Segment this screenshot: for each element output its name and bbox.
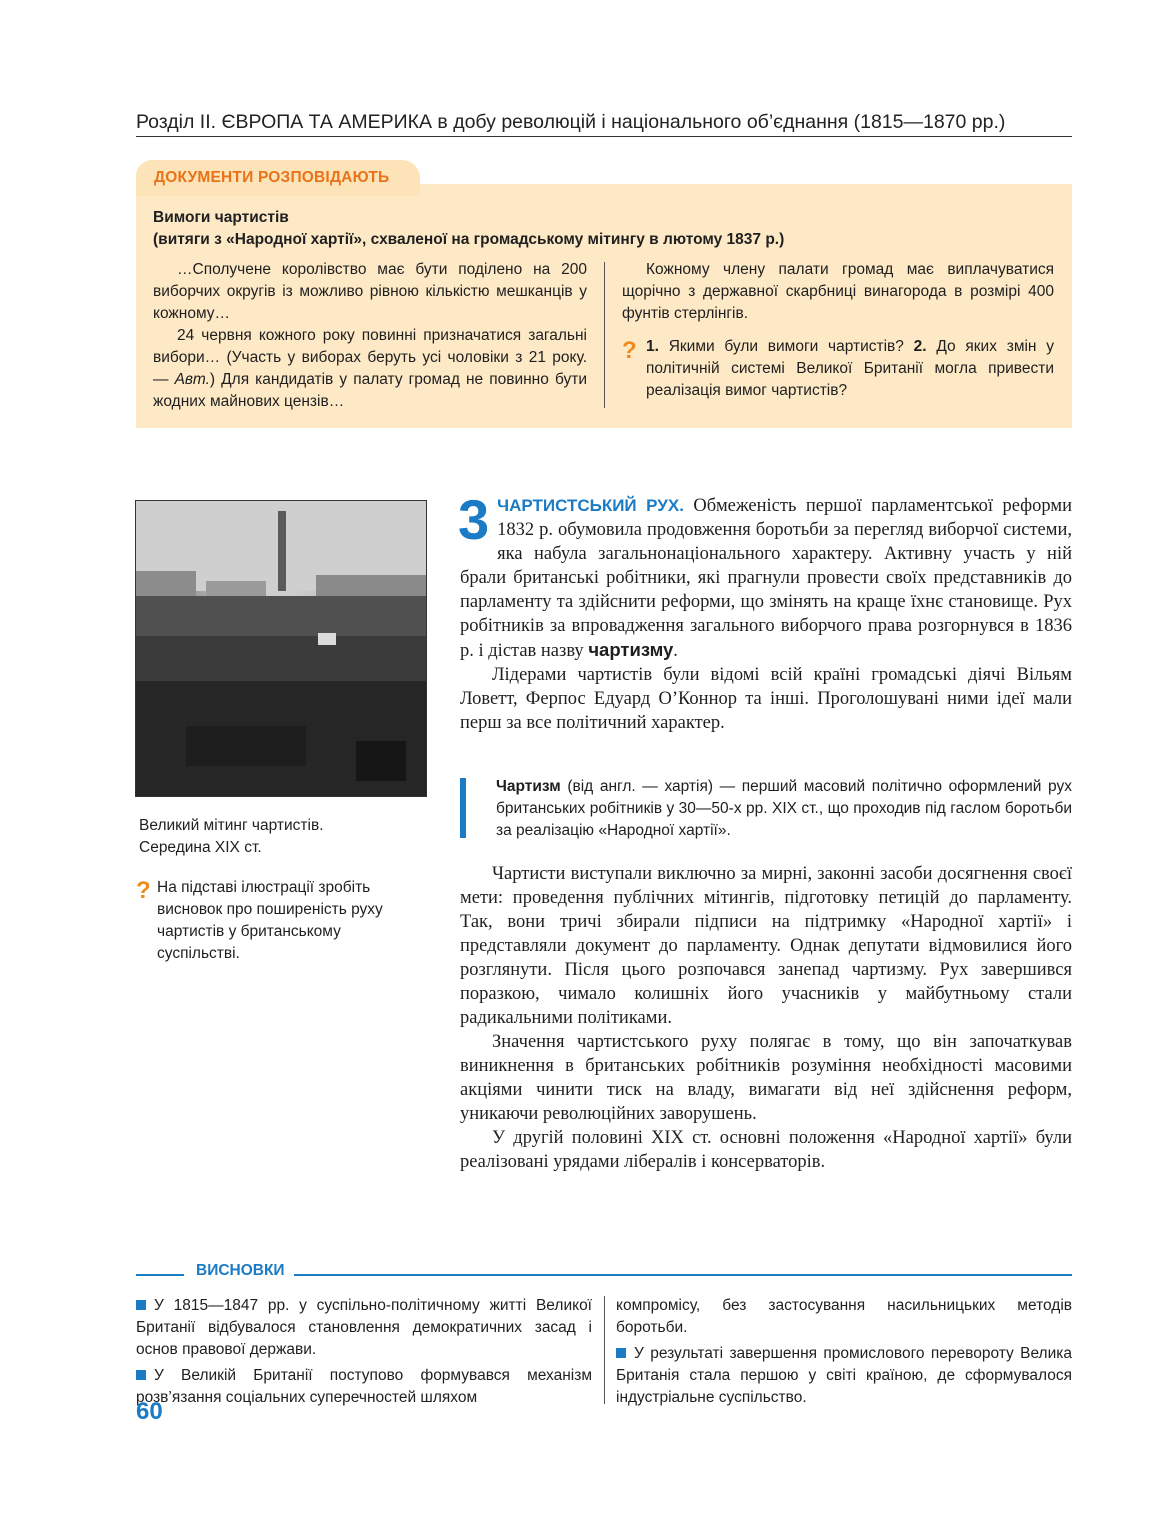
documents-left-p2-abbr: Авт. — [174, 371, 210, 388]
section-paragraph-3: Чартисти виступали виключно за мирні, законні засоби досягнення своєї мети: проведення публічних мітингів, підготовку петицій до парламенту. Так, вони тричі збирали підписи на підтримку «Народної хартії» і представляли документ до парламенту. Однак депутати відмовилися його розглянути. Після цього розпочався занепад чартизму. Рух завершився поразкою, чимало колишніх його учасників у майбутньому стали радикальними політиками. — [460, 864, 1072, 1028]
section-3-body — [458, 488, 1072, 735]
definition-box — [460, 776, 1072, 840]
paragraph-1-end: . — [673, 641, 678, 661]
photo-caption — [139, 815, 419, 859]
documents-questions-text — [646, 336, 1054, 402]
section-number: 3 — [458, 488, 490, 551]
question-2-number: 2. — [913, 338, 927, 355]
definition-body: (від англ. — хартія) — перший масовий політично оформлений рух британських робітників у 30—50-х рр. XIX ст., що проходив під гаслом боротьби за реалізацію «Народної хартії». — [496, 778, 1072, 839]
documents-left-column — [153, 259, 587, 413]
conclusion-item-1 — [136, 1295, 592, 1361]
photo-caption-line2: Середина XIX ст. — [139, 839, 262, 856]
section-paragraph-1 — [458, 488, 1072, 663]
definition-text — [496, 776, 1072, 842]
conclusions-left-column — [136, 1295, 592, 1413]
conclusion-item-2-text: У Великій Британії поступово формувався механізм розв’язання соціальних суперечностей шляхом — [136, 1367, 592, 1406]
term-chartism: чартизму — [588, 639, 674, 660]
conclusion-item-2 — [136, 1365, 592, 1409]
conclusions-column-divider — [604, 1296, 605, 1404]
question-1-number: 1. — [646, 338, 659, 355]
conclusions-rule-right — [294, 1274, 1072, 1276]
page-number: 60 — [136, 1398, 163, 1425]
section-heading: ЧАРТИСТСЬКИЙ РУХ. — [497, 496, 684, 515]
documents-left-paragraph-1: …Сполучене королівство має бути поділено на 200 виборчих округів із можливо рівною кількістю мешканців у кожному… — [153, 261, 587, 322]
conclusion-item-3 — [616, 1343, 1072, 1409]
documents-right-column — [622, 259, 1054, 325]
documents-left-paragraph-2 — [153, 325, 587, 413]
question-2-text: До яких змін у політичній системі Великої Британії могла привести реалізація вимог чартистів? — [646, 338, 1054, 399]
bullet-square-icon — [136, 1300, 146, 1310]
conclusion-item-3-text: У результаті завершення промислового перевороту Велика Британія стала першою у світі країною, де сформувалося індустріальне суспільство. — [616, 1345, 1072, 1406]
definition-term: Чартизм — [496, 778, 561, 795]
section-paragraph-4: Значення чартистського руху полягає в тому, що він започаткував виникнення в британських робітників розуміння необхідності масовими акціями чинити тиск на владу, вимагати від неї здійснення реформ, уникаючи революційних заворушень. — [460, 1032, 1072, 1124]
question-1-text: Якими були вимоги чартистів? — [658, 338, 914, 355]
conclusions-title: ВИСНОВКИ — [196, 1262, 285, 1279]
definition-bar — [460, 778, 466, 838]
running-header-text: Розділ II. ЄВРОПА ТА АМЕРИКА в добу революцій і національного об’єднання (1815—1870 рр.) — [136, 111, 1006, 133]
documents-column-divider — [604, 262, 605, 408]
bullet-square-icon — [616, 1348, 626, 1358]
conclusions-rule-left — [136, 1274, 184, 1276]
bullet-square-icon — [136, 1370, 146, 1380]
section-paragraph-2: Лідерами чартистів були відомі всій країні громадські діячі Вільям Ловетт, Ферпос Едуард О’Коннор та інші. Проголошувані ними ідеї мали перш за все політичний характер. — [460, 665, 1072, 733]
documents-title-line2: (витяги з «Народної хартії», схваленої на громадському мітингу в лютому 1837 р.) — [153, 231, 785, 248]
paragraph-1-text: Обмеженість першої парламентської реформи 1832 р. обумовила продовження боротьби за перегляд виборчої системи, яка набула загальнонаціонального характеру. Активну участь у ній брали британські робітники, які прагнули провести своїх представників до парламенту та здійснити реформи, що змінять на краще їхнє становище. Рух робітників за впровадження загального виборчого права розгорнувся в 1836 р. і дістав назву — [460, 496, 1072, 661]
documents-left-p2-text: 24 червня кожного року повинні призначатися загальні вибори… (Участь у виборах беруть усі чоловіки з 21 року. — — [153, 327, 587, 388]
running-header — [136, 108, 1072, 137]
conclusion-item-1-text: У 1815—1847 рр. у суспільно-політичному житті Великої Британії відбувалося становлення демократичних засад і основ правової держави. — [136, 1297, 592, 1358]
documents-title-line1: Вимоги чартистів — [153, 209, 289, 226]
chartist-meeting-photo — [135, 500, 427, 797]
documents-tab — [136, 160, 420, 196]
photo-illustration — [136, 501, 426, 796]
conclusion-item-2-continued: компромісу, без застосування насильницьких методів боротьби. — [616, 1297, 1072, 1336]
documents-left-p2-text-end: ) Для кандидатів у палату громад не повинно бути жодних майнових цензів… — [153, 371, 587, 410]
question-mark-icon: ? — [136, 877, 151, 904]
section-3-body-continued — [460, 862, 1072, 1174]
documents-tab-label: ДОКУМЕНТИ РОЗПОВІДАЮТЬ — [154, 169, 390, 186]
question-mark-icon: ? — [622, 337, 637, 364]
photo-question: На підставі ілюстрації зробіть висновок про поширеність руху чартистів у британському суспільстві. — [157, 879, 383, 962]
section-paragraph-5: У другій половині XIX ст. основні положення «Народної хартії» були реалізовані урядами лібералів і консерваторів. — [460, 1128, 1072, 1172]
documents-right-paragraph-1: Кожному члену палати громад має виплачуватися щорічно з державної скарбниці винагорода в розмірі 400 фунтів стерлінгів. — [622, 261, 1054, 322]
photo-caption-line1: Великий мітинг чартистів. — [139, 817, 324, 834]
conclusions-right-column — [616, 1295, 1072, 1413]
documents-title — [153, 207, 1053, 251]
documents-questions — [646, 336, 1054, 402]
